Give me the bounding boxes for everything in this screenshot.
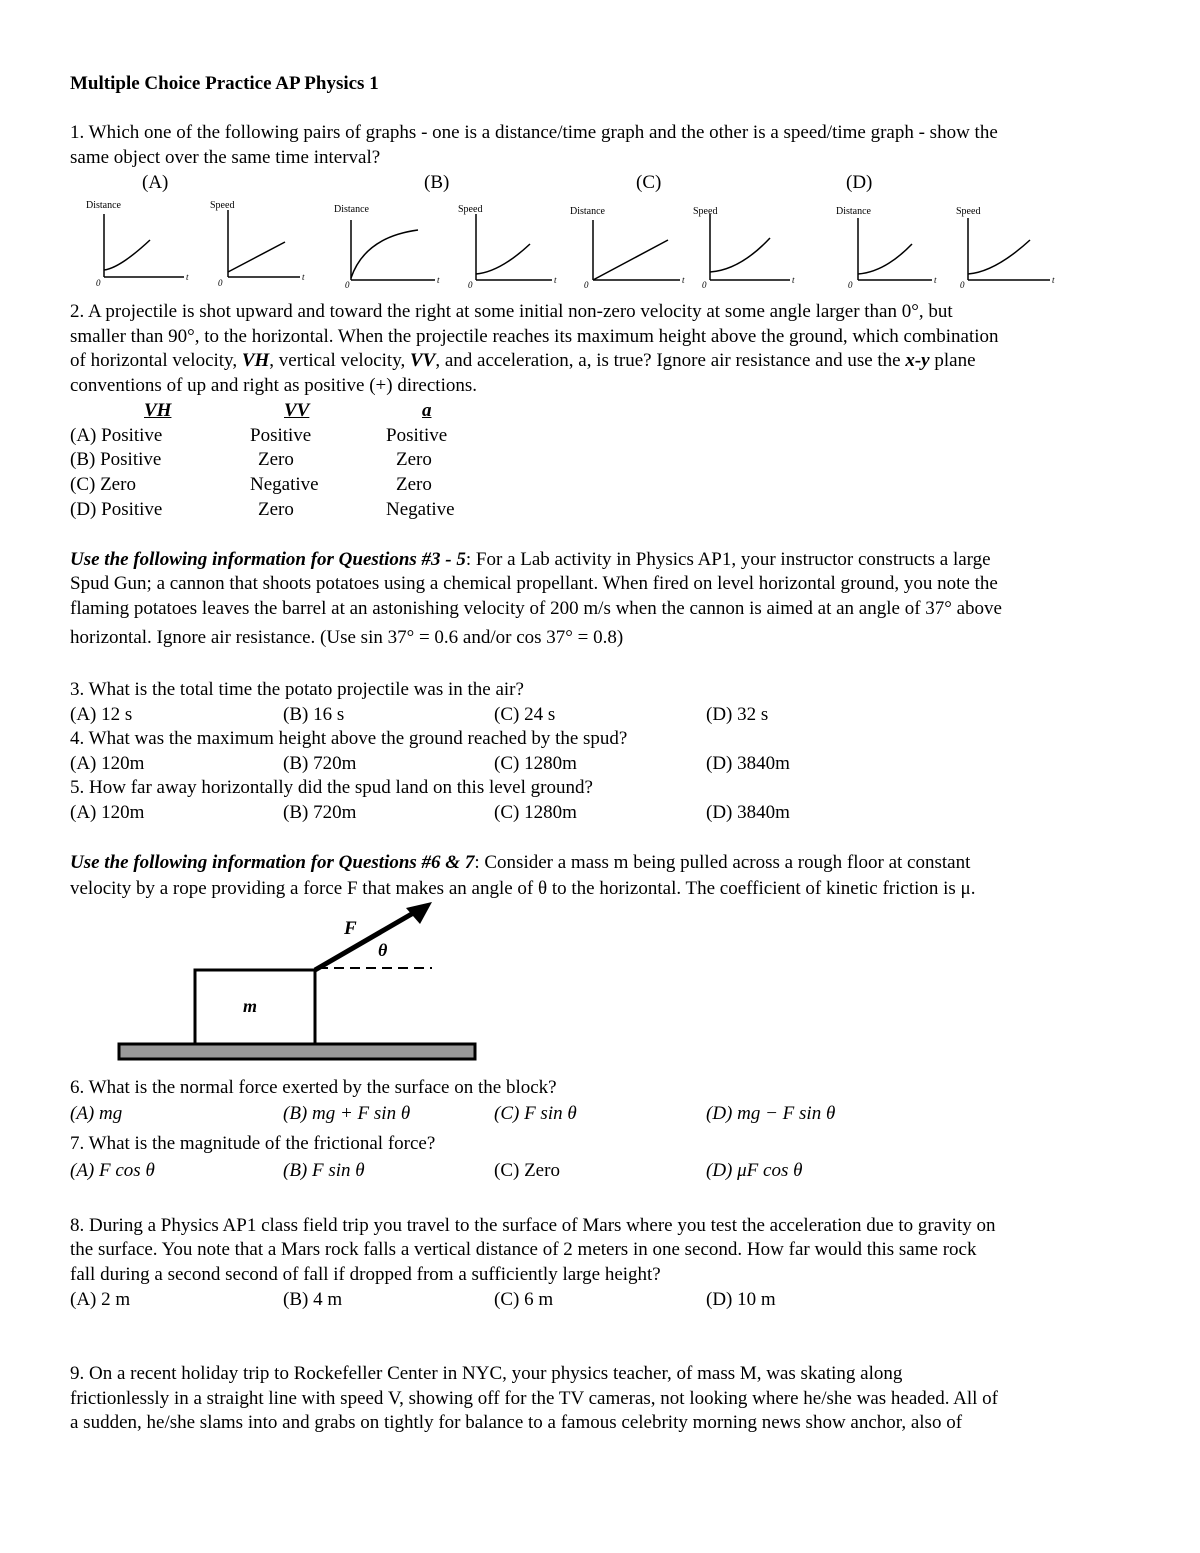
- q2-row-c-col1: (C) Zero: [70, 474, 136, 495]
- origin-3: 0: [345, 280, 350, 290]
- info35-line4: horizontal. Ignore air resistance. (Use sin 37° = 0.6 and/or cos 37° = 0.8): [70, 627, 624, 648]
- t-7: t: [934, 275, 937, 285]
- q4-stem: 4. What was the maximum height above the ground reached by the spud?: [70, 728, 628, 749]
- graph-a-distance: [104, 214, 184, 277]
- q2-header-a: a: [422, 400, 432, 421]
- q6-choice-d: (D) mg − F sin θ: [706, 1103, 836, 1124]
- q2-line4: conventions of up and right as positive (+) directions.: [70, 375, 477, 396]
- graph-label-6: Speed: [693, 206, 718, 217]
- graph-label-2: Speed: [210, 200, 235, 211]
- q1-stem-line1: 1. Which one of the following pairs of graphs - one is a distance/time graph and the other is a speed/time graph - show the: [70, 122, 998, 143]
- q1-choice-d-label: (D): [846, 172, 873, 193]
- info35-line3: flaming potatoes leaves the barrel at an astonishing velocity of 200 m/s when the cannon is aimed at an angle of 37° above: [70, 598, 1002, 619]
- q6-choice-c: (C) F sin θ: [494, 1103, 577, 1124]
- page-title: Multiple Choice Practice AP Physics 1: [70, 73, 379, 94]
- q7-choice-c: (C) Zero: [494, 1160, 560, 1181]
- angle-label: θ: [378, 940, 388, 960]
- q8-line1: 8. During a Physics AP1 class field trip you travel to the surface of Mars where you test the acceleration due to gravity on: [70, 1215, 996, 1236]
- graph-label-3: Distance: [334, 204, 369, 215]
- t-2: t: [302, 272, 305, 282]
- q2-header-vv: VV: [284, 400, 310, 421]
- q2-row-c-col2: Negative: [250, 474, 319, 495]
- graph-label-1: Distance: [86, 200, 121, 211]
- q2-row-b-col1: (B) Positive: [70, 449, 162, 470]
- q2-row-d-col1: (D) Positive: [70, 499, 163, 520]
- q6-choice-a: (A) mg: [70, 1103, 123, 1124]
- q5-choice-c: (C) 1280m: [494, 802, 577, 823]
- q1-stem-line2: same object over the same time interval?: [70, 147, 381, 168]
- q9-line2: frictionlessly in a straight line with speed V, showing off for the TV cameras, not looking where he/she was headed. All of: [70, 1388, 999, 1409]
- graph-label-8: Speed: [956, 206, 981, 217]
- q2-line1: 2. A projectile is shot upward and toward the right at some initial non-zero velocity at some angle larger than 0°, but: [70, 301, 953, 322]
- q3-choice-a: (A) 12 s: [70, 704, 133, 725]
- origin-1: 0: [96, 278, 101, 288]
- origin-4: 0: [468, 280, 473, 290]
- t-3: t: [437, 275, 440, 285]
- q5-choice-b: (B) 720m: [283, 802, 357, 823]
- q7-choice-a: (A) F cos θ: [70, 1160, 155, 1181]
- t-8: t: [1052, 275, 1055, 285]
- q8-choice-c: (C) 6 m: [494, 1289, 554, 1310]
- graph-b-speed: [476, 214, 552, 280]
- q1-choice-a-label: (A): [142, 172, 169, 193]
- q1-graphs: [0, 192, 1200, 292]
- q2-row-b-col3: Zero: [396, 449, 432, 470]
- q3-stem: 3. What is the total time the potato projectile was in the air?: [70, 679, 524, 700]
- q5-choice-a: (A) 120m: [70, 802, 145, 823]
- q2-row-d-col2: Zero: [258, 499, 294, 520]
- q7-stem: 7. What is the magnitude of the frictional force?: [70, 1133, 436, 1154]
- q4-choice-d: (D) 3840m: [706, 753, 790, 774]
- graph-d-speed: [968, 218, 1050, 280]
- graph-a-speed: [228, 210, 300, 277]
- q4-choice-a: (A) 120m: [70, 753, 145, 774]
- q8-choice-b: (B) 4 m: [283, 1289, 343, 1310]
- graph-label-4: Speed: [458, 204, 483, 215]
- origin-5: 0: [584, 280, 589, 290]
- q8-choice-d: (D) 10 m: [706, 1289, 776, 1310]
- graph-label-7: Distance: [836, 206, 871, 217]
- q2-row-a-col2: Positive: [250, 425, 312, 446]
- mass-label: m: [243, 996, 258, 1016]
- q2-row-a-col3: Positive: [386, 425, 448, 446]
- q8-line3: fall during a second second of fall if dropped from a sufficiently large height?: [70, 1264, 661, 1285]
- info35-line2: Spud Gun; a cannon that shoots potatoes using a chemical propellant. When fired on level horizontal ground, you note the: [70, 573, 998, 594]
- floor: [119, 1044, 475, 1059]
- q5-choice-d: (D) 3840m: [706, 802, 790, 823]
- origin-8: 0: [960, 280, 965, 290]
- t-4: t: [554, 275, 557, 285]
- q3-choice-d: (D) 32 s: [706, 704, 769, 725]
- force-label: F: [344, 918, 357, 939]
- q6-choice-b: (B) mg + F sin θ: [283, 1103, 411, 1124]
- q2-row-b-col2: Zero: [258, 449, 294, 470]
- q8-choice-a: (A) 2 m: [70, 1289, 131, 1310]
- q1-choice-c-label: (C): [636, 172, 662, 193]
- info35-line1: Use the following information for Questions #3 - 5: For a Lab activity in Physics AP1, your instructor constructs a large: [70, 549, 991, 570]
- t-5: t: [682, 275, 685, 285]
- q9-line3: a sudden, he/she slams into and grabs on tightly for balance to a famous celebrity morning news show anchor, also of: [70, 1412, 963, 1433]
- t-1: t: [186, 272, 189, 282]
- force-diagram: [0, 898, 1200, 1068]
- graph-c-speed: [710, 214, 790, 280]
- info67-line1: Use the following information for Questions #6 & 7: Consider a mass m being pulled across a rough floor at constant: [70, 852, 971, 873]
- q1-choice-b-label: (B): [424, 172, 450, 193]
- origin-6: 0: [702, 280, 707, 290]
- q8-line2: the surface. You note that a Mars rock falls a vertical distance of 2 meters in one second. How far would this same rock: [70, 1239, 977, 1260]
- q3-choice-b: (B) 16 s: [283, 704, 345, 725]
- force-arrow: [315, 908, 422, 970]
- q4-choice-c: (C) 1280m: [494, 753, 577, 774]
- origin-2: 0: [218, 278, 223, 288]
- q6-stem: 6. What is the normal force exerted by the surface on the block?: [70, 1077, 557, 1098]
- info67-line2: velocity by a rope providing a force F that makes an angle of θ to the horizontal. The coefficient of kinetic friction is μ.: [70, 878, 976, 899]
- graph-b-distance: [351, 220, 435, 280]
- q2-header-vh: VH: [144, 400, 172, 421]
- graph-d-distance: [858, 218, 932, 280]
- q2-row-d-col3: Negative: [386, 499, 455, 520]
- graph-c-distance: [593, 220, 680, 280]
- q9-line1: 9. On a recent holiday trip to Rockefeller Center in NYC, your physics teacher, of mass M, was skating along: [70, 1363, 903, 1384]
- q2-row-a-col1: (A) Positive: [70, 425, 163, 446]
- q7-choice-d: (D) μF cos θ: [706, 1160, 803, 1181]
- t-6: t: [792, 275, 795, 285]
- q4-choice-b: (B) 720m: [283, 753, 357, 774]
- origin-7: 0: [848, 280, 853, 290]
- q3-choice-c: (C) 24 s: [494, 704, 556, 725]
- q2-row-c-col3: Zero: [396, 474, 432, 495]
- q2-line3: of horizontal velocity, VH, vertical velocity, VV, and acceleration, a, is true? Ignore air resistance and use the x-y plane: [70, 350, 976, 371]
- graph-label-5: Distance: [570, 206, 605, 217]
- q2-line2: smaller than 90°, to the horizontal. When the projectile reaches its maximum height above the ground, which combination: [70, 326, 999, 347]
- q5-stem: 5. How far away horizontally did the spud land on this level ground?: [70, 777, 593, 798]
- q7-choice-b: (B) F sin θ: [283, 1160, 365, 1181]
